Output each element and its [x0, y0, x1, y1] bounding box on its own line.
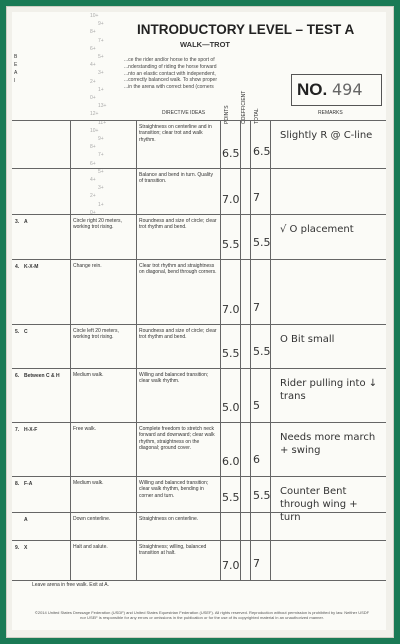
points-value: 7.0 — [222, 559, 240, 572]
total-value: 6 — [253, 453, 260, 466]
directive-ideas: Balance and bend in turn. Quality of transition. — [139, 172, 213, 185]
coefficient-value — [240, 541, 250, 545]
footer-instruction: Leave arena in free walk. Exit at A. — [32, 582, 109, 588]
score-scale-line: 13+ — [98, 103, 107, 110]
movement-marker — [12, 121, 71, 169]
movement-number: 7. — [15, 427, 20, 433]
movement-directive: Halt and salute. — [73, 544, 108, 550]
remarks-handwriting: Slightly R @ C-line — [280, 130, 373, 141]
movement-directive: Medium walk. — [73, 480, 104, 486]
movement-letters: K-X-M — [24, 264, 39, 270]
purpose-line: ...nto an elastic contact with independent, — [124, 70, 216, 77]
purpose-line: ...in the arena with correct bend (corners — [124, 84, 214, 91]
score-scale-line: 8+ — [90, 144, 96, 151]
movement-directive: Free walk. — [73, 426, 97, 432]
total-cell — [250, 121, 271, 169]
score-scale-line: 7+ — [98, 37, 104, 44]
blank-letter: I — [14, 78, 16, 84]
total-cell — [250, 169, 271, 215]
remarks-handwriting: Needs more march + swing — [280, 432, 376, 456]
purpose-line: ...ce the rider and/or horse to the sport of — [124, 57, 215, 63]
remarks-cell — [270, 325, 386, 369]
movement-directive: Circle left 20 meters, working trot rising. — [73, 328, 119, 341]
points-cell — [220, 260, 241, 325]
remarks-cell — [270, 215, 386, 260]
score-scale-line: 10+ — [90, 13, 99, 19]
movement-row — [12, 214, 386, 260]
points-value: 7.0 — [222, 303, 240, 316]
movement-marker — [12, 169, 71, 215]
movement-row — [12, 168, 386, 215]
movement-letters: C — [24, 329, 28, 335]
coefficient-value — [240, 423, 250, 427]
purpose-text — [124, 57, 284, 91]
copyright-notice: ©2014 United States Dressage Federation (USDF) and United States Equestrian Federation (USEF). All rights reserved. Reproduction without permission is prohibited by law. Neither USDF nor USEF is responsible for any errors or omissions in the publication or for the use of its copyrighted material in an unauthorized manner. — [34, 610, 370, 620]
directive-ideas-cell — [136, 215, 221, 260]
movement-number: 3. — [15, 219, 20, 225]
points-cell — [220, 541, 241, 581]
total-value: 6.5 — [253, 145, 271, 158]
points-cell — [220, 513, 241, 541]
coefficient-value — [240, 477, 250, 481]
score-scale-line: 12+ — [90, 111, 99, 118]
remarks-handwriting: O Bit small — [280, 334, 335, 345]
movement-directive-cell — [70, 513, 137, 541]
test-sheet — [12, 12, 386, 630]
col-total: TOTAL — [254, 108, 260, 124]
remarks-cell — [270, 169, 386, 215]
coefficient-value — [240, 169, 250, 173]
remarks-handwriting: Counter Bent through wing + turn — [280, 486, 358, 523]
score-scale-line: 1+ — [98, 86, 104, 93]
movement-marker — [12, 325, 71, 369]
total-value: 5.5 — [253, 489, 271, 502]
movement-number: 6. — [15, 373, 20, 379]
movement-letters: A — [24, 219, 28, 225]
purpose-line: ...nderstanding of riding the horse forward — [124, 63, 217, 70]
rider-number-box — [291, 74, 382, 106]
total-value: 7 — [253, 301, 260, 314]
directive-ideas: Roundness and size of circle; clear trot rhythm and bend. — [139, 328, 217, 341]
directive-ideas: Clear trot rhythm and straightness on diagonal, bend through corners. — [139, 263, 217, 276]
blank-letter: B — [14, 54, 18, 60]
movement-directive: Medium walk. — [73, 372, 104, 378]
movement-letters: Between C & H — [24, 373, 60, 379]
score-scale-line: 9+ — [98, 21, 104, 28]
movement-directive — [70, 169, 136, 175]
remarks-cell — [270, 513, 386, 541]
total-cell — [250, 541, 271, 581]
number-label: NO. — [297, 80, 328, 99]
coefficient-value — [240, 260, 250, 264]
score-scale-line: 5+ — [98, 168, 104, 175]
number-value: 494 — [331, 80, 363, 99]
movement-directive: Circle right 20 meters, working trot rising. — [73, 218, 122, 231]
score-scale-line: 0+ — [90, 209, 96, 216]
points-cell — [220, 325, 241, 369]
score-scale-line: 0+ — [90, 95, 96, 102]
points-cell — [220, 169, 241, 215]
directive-ideas-cell — [136, 513, 221, 541]
page-subtitle: WALK—TROT — [180, 40, 230, 49]
movement-directive-cell — [70, 169, 137, 215]
left-blank-letters — [12, 12, 20, 82]
blank-letter: E — [14, 62, 18, 68]
remarks-cell — [270, 260, 386, 325]
directive-ideas: Straightness; willing, balanced transition at halt. — [139, 544, 207, 557]
coefficient-value — [240, 121, 250, 125]
points-value: 5.5 — [222, 491, 240, 504]
movement-letters: X — [24, 545, 28, 551]
col-directive: DIRECTIVE IDEAS — [162, 110, 206, 116]
total-value: 7 — [253, 191, 260, 204]
page-title: INTRODUCTORY LEVEL – TEST A — [137, 22, 355, 37]
remarks-cell — [270, 541, 386, 581]
total-value: 5.5 — [253, 345, 271, 358]
total-cell — [250, 369, 271, 423]
points-value: 6.5 — [222, 147, 240, 160]
movement-directive-cell — [70, 260, 137, 325]
directive-ideas-cell — [136, 423, 221, 477]
movement-directive — [70, 121, 136, 127]
directive-ideas: Straightness on centerline and in transition; clear trot and walk rhythm. — [139, 124, 212, 143]
remarks-cell — [270, 423, 386, 477]
movement-marker — [12, 369, 71, 423]
total-cell — [250, 423, 271, 477]
score-scale-line: 6+ — [90, 45, 96, 52]
score-scale-line: 2+ — [90, 78, 96, 85]
points-cell — [220, 423, 241, 477]
col-points: POINTS — [224, 105, 230, 124]
total-cell — [250, 513, 271, 541]
score-scale-line: 7+ — [98, 152, 104, 159]
movement-marker — [12, 477, 71, 513]
coefficient-value — [240, 369, 250, 373]
movement-row — [12, 540, 386, 581]
movement-marker — [12, 423, 71, 477]
movement-number: 4. — [15, 264, 20, 270]
purpose-line: ...correctly balanced walk. To show proper — [124, 77, 218, 84]
directive-ideas: Willing and balanced transition; clear walk rhythm, bending in corner and turn. — [139, 480, 209, 499]
movement-row — [12, 368, 386, 423]
score-scale-line: 4+ — [90, 62, 96, 69]
movement-directive-cell — [70, 121, 137, 169]
directive-ideas-cell — [136, 369, 221, 423]
score-scale-line: 4+ — [90, 177, 96, 184]
movement-directive-cell — [70, 423, 137, 477]
remarks-handwriting: Rider pulling into ↓ trans — [280, 378, 378, 402]
points-value: 6.0 — [222, 455, 240, 468]
points-value: 5.5 — [222, 347, 240, 360]
points-value: 5.5 — [222, 238, 240, 251]
directive-ideas-cell — [136, 121, 221, 169]
total-cell — [250, 477, 271, 513]
points-cell — [220, 369, 241, 423]
coefficient-value — [240, 325, 250, 329]
score-scale-line: 11+ — [98, 119, 107, 126]
movement-directive-cell — [70, 215, 137, 260]
movement-directive: Down centerline. — [73, 516, 111, 522]
remarks-handwriting: √ O placement — [280, 224, 354, 235]
total-value: 5.5 — [253, 236, 271, 249]
score-scale-line: 3+ — [98, 185, 104, 192]
col-coefficient: COEFFICIENT — [241, 90, 247, 124]
directive-ideas: Roundness and size of circle; clear trot rhythm and bend. — [139, 218, 217, 231]
movement-number: 9. — [15, 545, 20, 551]
directive-ideas-cell — [136, 169, 221, 215]
movement-directive-cell — [70, 477, 137, 513]
movement-directive-cell — [70, 541, 137, 581]
movement-row — [12, 324, 386, 369]
remarks-cell — [270, 121, 386, 169]
points-cell — [220, 215, 241, 260]
total-cell — [250, 325, 271, 369]
directive-ideas-cell — [136, 477, 221, 513]
points-value: 7.0 — [222, 193, 240, 206]
score-scale-line: 2+ — [90, 193, 96, 200]
movement-row — [12, 259, 386, 325]
movement-row — [12, 120, 386, 169]
movement-number: 5. — [15, 329, 20, 335]
movement-marker — [12, 513, 71, 541]
score-scale-line: 5+ — [98, 54, 104, 61]
movement-marker — [12, 541, 71, 581]
directive-ideas: Willing and balanced transition; clear walk rhythm. — [139, 372, 209, 385]
score-scale-line: 9+ — [98, 136, 104, 143]
movement-directive-cell — [70, 369, 137, 423]
total-value: 5 — [253, 399, 260, 412]
directive-ideas-cell — [136, 541, 221, 581]
movement-row — [12, 422, 386, 477]
points-value: 5.0 — [222, 401, 240, 414]
movement-number: 8. — [15, 481, 20, 487]
movement-letters: H-X-F — [24, 427, 38, 433]
coefficient-value — [240, 513, 250, 517]
points-cell — [220, 477, 241, 513]
remarks-cell — [270, 369, 386, 423]
directive-ideas: Complete freedom to stretch neck forward and downward; clear walk rhythm, straightness on the diagonal; ground cover. — [139, 426, 215, 452]
movement-marker — [12, 215, 71, 260]
col-remarks: REMARKS — [318, 110, 343, 116]
directive-ideas: Straightness on centerline. — [139, 516, 199, 522]
table-bottom-border — [12, 580, 386, 581]
movement-row — [12, 512, 386, 541]
movement-directive-cell — [70, 325, 137, 369]
remarks-cell — [270, 477, 386, 523]
coefficient-value — [240, 215, 250, 219]
score-scale-line: 10+ — [90, 127, 99, 134]
score-scale-line: 6+ — [90, 160, 96, 167]
points-cell — [220, 121, 241, 169]
directive-ideas-cell — [136, 325, 221, 369]
total-cell — [250, 215, 271, 260]
movement-letters: F-A — [24, 481, 33, 487]
movement-letters: A — [24, 517, 28, 523]
movement-marker — [12, 260, 71, 325]
movement-directive: Change rein. — [73, 263, 102, 269]
score-scale-line: 8+ — [90, 29, 96, 36]
total-value: 7 — [253, 557, 260, 570]
blank-letter: A — [14, 70, 18, 76]
score-scale-line: 1+ — [98, 201, 104, 208]
directive-ideas-cell — [136, 260, 221, 325]
total-cell — [250, 260, 271, 325]
score-scale-line: 3+ — [98, 70, 104, 77]
